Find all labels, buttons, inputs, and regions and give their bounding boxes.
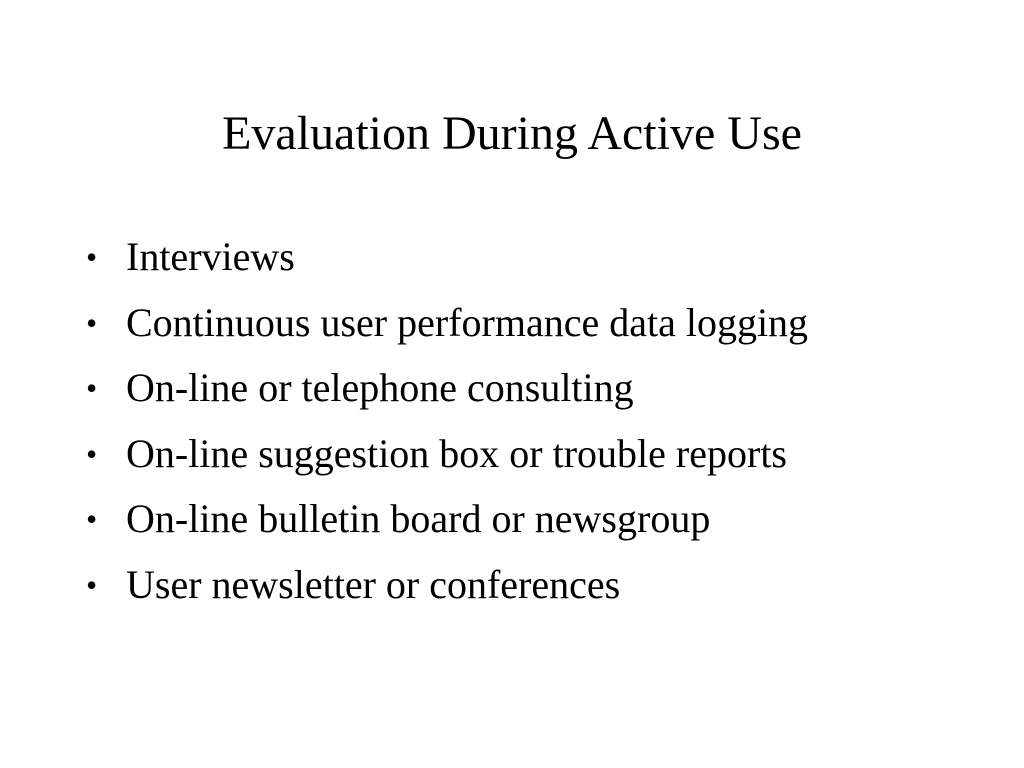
bullet-text: On-line suggestion box or trouble reports	[126, 430, 787, 476]
bullet-icon: •	[86, 501, 98, 537]
bullet-icon: •	[86, 370, 98, 406]
bullet-text: User newsletter or conferences	[126, 561, 621, 607]
bullet-text: On-line or telephone consulting	[126, 365, 634, 410]
bullet-icon: •	[86, 566, 98, 603]
bullet-text: Interviews	[126, 234, 295, 279]
bullet-icon: •	[86, 239, 98, 275]
bullet-text: On-line bulletin board or newsgroup	[126, 496, 711, 541]
bullet-text: Continuous user performance data logging	[126, 299, 809, 345]
bullet-icon: •	[86, 304, 98, 341]
bullet-icon: •	[86, 435, 98, 472]
slide-title: Evaluation During Active Use	[222, 107, 802, 160]
